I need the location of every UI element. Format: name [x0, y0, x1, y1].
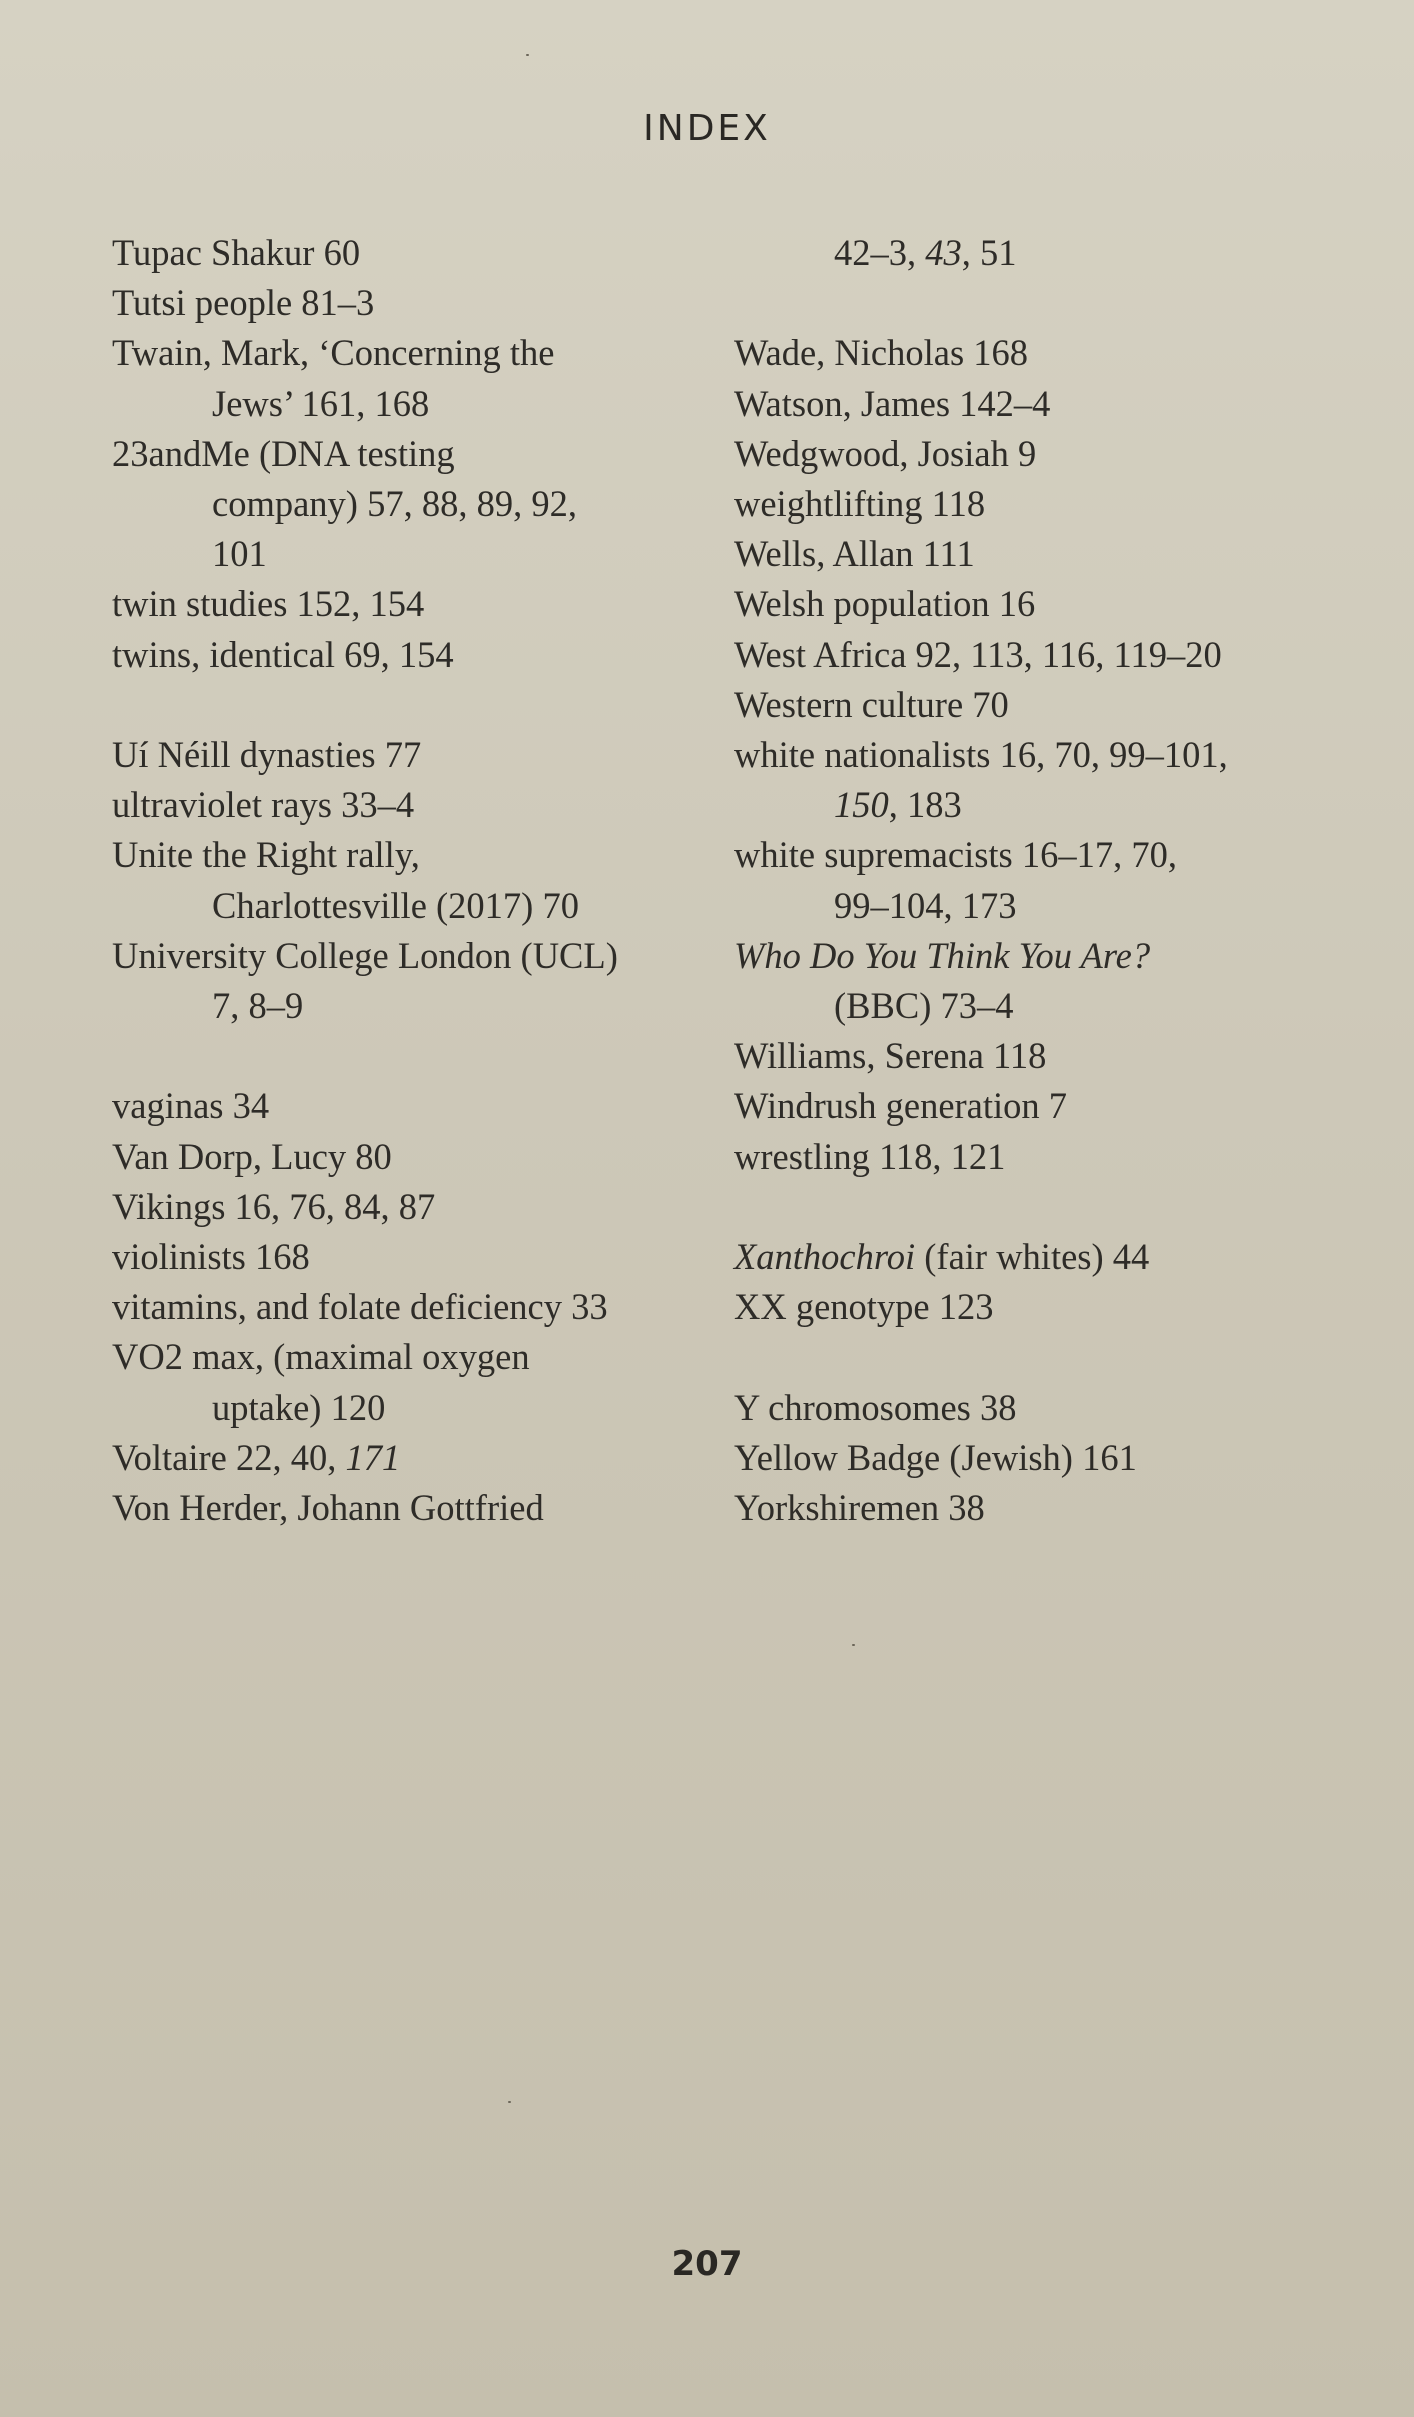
index-entry [112, 228, 712, 278]
index-entry-line: vitamins, and folate deficiency 33 [112, 1286, 608, 1328]
index-entry-line: 7, 8–9 [212, 985, 304, 1027]
index-entry [734, 479, 1354, 529]
index-entry-line: Voltaire 22, 40, 171 [112, 1436, 401, 1478]
index-letter-gap [734, 1332, 1354, 1382]
index-entry [734, 1031, 1354, 1081]
index-entry-line: Tupac Shakur 60 [112, 232, 361, 273]
index-entry-line: Jews’ 161, 168 [212, 382, 430, 424]
index-entry [734, 1232, 1354, 1282]
index-entry-line: 99–104, 173 [834, 884, 1017, 926]
index-entry [112, 931, 712, 1031]
index-entry [112, 278, 712, 328]
index-entry-line: twin studies 152, 154 [112, 583, 425, 625]
index-entry-line [734, 931, 1354, 981]
index-entry-line: twins, identical 69, 154 [112, 633, 454, 675]
index-entry-line: vaginas 34 [112, 1085, 270, 1127]
index-entry-line: Wedgwood, Josiah 9 [734, 432, 1037, 474]
index-entry-line: violinists 168 [112, 1236, 310, 1278]
index-entry-line: Unite the Right rally, [112, 834, 420, 876]
index-entry [734, 379, 1354, 429]
index-entry-line: wrestling 118, 121 [734, 1135, 1006, 1177]
index-entry-line: Y chromosomes 38 [734, 1386, 1017, 1428]
index-entry-line: 101 [212, 533, 267, 575]
index-entry [734, 1383, 1354, 1433]
index-entry-line: (BBC) 73–4 [834, 985, 1014, 1027]
index-continuation-line: 42–3, 43, 51 [834, 232, 1017, 273]
index-entry-line: company) 57, 88, 89, 92, [212, 483, 577, 525]
index-entry [112, 579, 712, 629]
running-head: INDEX [643, 108, 771, 149]
index-entry-line: Windrush generation 7 [734, 1085, 1068, 1127]
index-entry-line: Yellow Badge (Jewish) 161 [734, 1436, 1137, 1478]
index-entry [734, 1282, 1354, 1332]
index-entry [734, 429, 1354, 479]
index-entry [112, 1182, 712, 1232]
index-entry [112, 630, 712, 680]
index-entry-line: 150, 183 [834, 784, 962, 826]
index-text-italic: 150 [834, 784, 889, 826]
index-entry [112, 1282, 712, 1332]
index-entry-line: Charlottesville (2017) 70 [212, 884, 579, 926]
index-entry-line: Van Dorp, Lucy 80 [112, 1135, 392, 1177]
index-entry [112, 1483, 712, 1533]
index-entry [734, 1132, 1354, 1182]
index-entry [734, 730, 1354, 830]
index-entry [112, 830, 712, 930]
index-entry-line: VO2 max, (maximal oxygen [112, 1336, 530, 1378]
index-entry [112, 730, 712, 780]
index-text-italic: Who Do You Think You Are? [734, 934, 1151, 976]
index-entry [734, 1483, 1354, 1533]
index-entry-line: uptake) 120 [212, 1386, 386, 1428]
index-entry [112, 1132, 712, 1182]
index-entry [112, 1433, 712, 1483]
index-entry [734, 830, 1354, 930]
index-letter-gap [734, 1182, 1354, 1232]
index-text-italic: Xanthochroi [734, 1236, 916, 1278]
index-entry-line: Twain, Mark, ‘Concerning the [112, 332, 555, 374]
index-column-left [112, 228, 712, 1533]
print-speck [526, 54, 529, 56]
index-entry-line: Watson, James 142–4 [734, 382, 1051, 424]
index-entry [734, 680, 1354, 730]
index-entry-line: weightlifting 118 [734, 483, 986, 524]
index-entry-line: Xanthochroi (fair whites) 44 [734, 1236, 1150, 1278]
index-entry-line: Yorkshiremen 38 [734, 1487, 985, 1529]
index-entry [112, 1332, 712, 1432]
index-entry-line: Williams, Serena 118 [734, 1035, 1047, 1077]
index-entry [734, 579, 1354, 629]
index-entry-line: Tutsi people 81–3 [112, 282, 375, 324]
index-entry-line: West Africa 92, 113, 116, 119–20 [734, 633, 1222, 675]
index-entry-line: Wells, Allan 111 [734, 533, 975, 575]
index-entry [734, 931, 1354, 1031]
index-entry [734, 1081, 1354, 1131]
index-entry-line: white supremacists 16–17, 70, [734, 834, 1178, 876]
index-entry [734, 1433, 1354, 1483]
index-text-italic: 171 [345, 1436, 401, 1478]
index-letter-gap [112, 680, 712, 730]
index-entry-line: Wade, Nicholas 168 [734, 332, 1029, 374]
index-entry-line: Western culture 70 [734, 683, 1009, 725]
index-entry-line: ultraviolet rays 33–4 [112, 784, 415, 826]
index-letter-gap [734, 278, 1354, 328]
index-entry-line: XX genotype 123 [734, 1286, 994, 1328]
index-text-italic: 43 [925, 232, 962, 273]
index-entry-line: Uí Néill dynasties 77 [112, 734, 422, 776]
print-speck [508, 2101, 511, 2103]
index-entry [112, 1081, 712, 1131]
index-entry [734, 328, 1354, 378]
index-entry-line: white nationalists 16, 70, 99–101, [734, 734, 1228, 776]
index-entry-line: Vikings 16, 76, 84, 87 [112, 1185, 436, 1227]
index-entry [112, 1232, 712, 1282]
index-entry [734, 529, 1354, 579]
index-entry [112, 328, 712, 428]
index-column-right [734, 228, 1354, 1533]
index-entry [112, 780, 712, 830]
index-entry-line: University College London (UCL) [112, 934, 618, 976]
index-entry-line: 23andMe (DNA testing [112, 432, 455, 474]
index-entry [112, 429, 712, 580]
index-entry-line: Welsh population 16 [734, 583, 1036, 625]
index-entry-line: Von Herder, Johann Gottfried [112, 1487, 544, 1529]
page-number: 207 [671, 2244, 743, 2284]
index-letter-gap [112, 1031, 712, 1081]
print-speck [852, 1644, 855, 1646]
index-entry [734, 630, 1354, 680]
